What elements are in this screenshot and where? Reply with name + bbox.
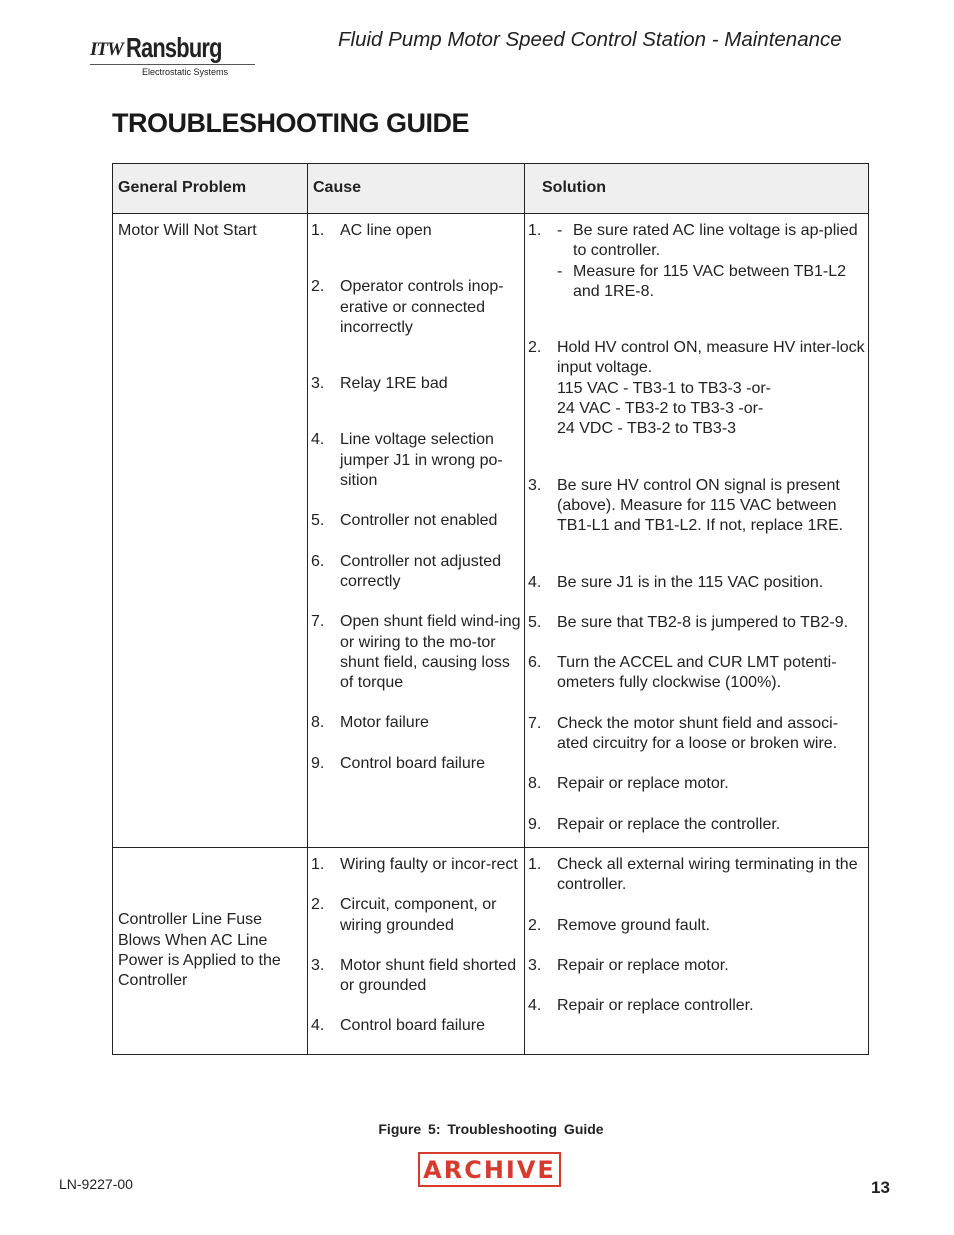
- solution-subitem-text: Be sure rated AC line voltage is ap-plied to controller.: [573, 222, 858, 260]
- solution-item: [528, 613, 865, 633]
- cause-item: [311, 1016, 521, 1036]
- problem-text: Motor Will Not Start: [118, 222, 257, 239]
- cause-text: Controller not adjusted correctly: [340, 552, 501, 590]
- solution-item: [528, 221, 865, 302]
- cause-number: 4.: [311, 1017, 325, 1035]
- solution-number: 3.: [528, 476, 542, 494]
- solution-body: [557, 476, 865, 537]
- solution-text: Be sure that TB2-8 is jumpered to TB2-9.: [557, 613, 849, 631]
- figure-caption: Figure 5: Troubleshooting Guide: [378, 1121, 604, 1137]
- solution-number: 1.: [528, 855, 542, 873]
- cause-item: [311, 612, 521, 693]
- solution-item: [528, 855, 865, 896]
- cause-text: Open shunt field wind-ing or wiring to the mo-tor shunt field, causing loss of torque: [340, 613, 521, 692]
- solution-body: [557, 573, 865, 593]
- solution-number: 5.: [528, 613, 542, 631]
- solution-subitem-text: Measure for 115 VAC between TB1-L2 and 1RE-8.: [573, 262, 847, 300]
- solution-line: 24 VAC - TB3-2 to TB3-3 -or-: [557, 400, 764, 418]
- solution-item: [528, 714, 865, 755]
- cause-item: [311, 895, 521, 936]
- solution-body: [557, 996, 865, 1016]
- cause-text: Control board failure: [340, 1017, 485, 1035]
- logo-subtitle: Electrostatic Systems: [142, 67, 229, 77]
- solution-number: 1.: [528, 222, 542, 239]
- solution-cell: [525, 847, 869, 1054]
- solution-text: Check all external wiring terminating in the controller.: [557, 855, 858, 894]
- solution-body: [557, 613, 865, 633]
- cause-text: AC line open: [340, 222, 432, 239]
- solution-item: [528, 996, 865, 1016]
- column-header-cause: Cause: [308, 164, 525, 214]
- solution-line: 115 VAC - TB3-1 to TB3-3 -or-: [557, 379, 772, 397]
- problem-cell: [113, 847, 308, 1054]
- solution-text: Turn the ACCEL and CUR LMT potenti-ometers fully clockwise (100%).: [557, 654, 837, 692]
- document-code: LN-9227-00: [59, 1176, 133, 1192]
- solution-line: 24 VDC - TB3-2 to TB3-3: [557, 420, 737, 438]
- solution-body: [557, 221, 865, 302]
- solution-item: [528, 653, 865, 694]
- cause-cell: [308, 214, 525, 848]
- solution-body: [557, 338, 865, 439]
- solution-item: [528, 338, 865, 439]
- solution-text: Repair or replace motor.: [557, 956, 729, 974]
- cause-text: Relay 1RE bad: [340, 375, 448, 393]
- solution-text: Be sure HV control ON signal is present (above). Measure for 115 VAC between TB1-L1 and TB1-L2. If not, replace 1RE.: [557, 476, 844, 535]
- cause-number: 3.: [311, 375, 325, 393]
- page-number: 13: [871, 1178, 890, 1197]
- solution-text: Be sure J1 is in the 115 VAC position.: [557, 573, 824, 591]
- solution-body: [557, 774, 865, 794]
- solution-body: [557, 815, 865, 835]
- solution-item: [528, 573, 865, 593]
- cause-item: [311, 956, 521, 997]
- solution-number: 3.: [528, 956, 542, 974]
- logo-rule: [90, 64, 255, 65]
- cause-text: Circuit, component, or wiring grounded: [340, 896, 497, 934]
- solution-text: Repair or replace controller.: [557, 997, 754, 1015]
- column-header-problem: General Problem: [113, 164, 308, 214]
- cause-number: 9.: [311, 754, 325, 772]
- bullet-dash: -: [557, 262, 563, 280]
- solution-text: Repair or replace motor.: [557, 775, 729, 793]
- cause-item: [311, 277, 521, 338]
- cause-number: 1.: [311, 855, 325, 873]
- solution-number: 6.: [528, 654, 542, 672]
- cause-text: Wiring faulty or incor-rect: [340, 855, 518, 873]
- solution-number: 4.: [528, 573, 542, 591]
- solution-item: [528, 956, 865, 976]
- cause-number: 5.: [311, 512, 325, 530]
- solution-body: [557, 653, 865, 694]
- table-body: [113, 214, 869, 1055]
- cause-number: 8.: [311, 714, 325, 732]
- solution-item: [528, 774, 865, 794]
- cause-item: [311, 374, 521, 394]
- solution-text: Hold HV control ON, measure HV inter-lock input voltage.: [557, 339, 865, 377]
- solution-text: Remove ground fault.: [557, 916, 710, 934]
- solution-number: 8.: [528, 775, 542, 793]
- solution-body: [557, 956, 865, 976]
- table-header-row: [113, 164, 869, 214]
- solution-number: 9.: [528, 815, 542, 833]
- cause-number: 2.: [311, 896, 325, 914]
- solution-item: [528, 815, 865, 835]
- cause-item: [311, 552, 521, 593]
- cause-item: [311, 221, 521, 241]
- solution-cell: [525, 214, 869, 848]
- solution-body: [557, 916, 865, 936]
- cause-number: 3.: [311, 956, 325, 974]
- cause-text: Operator controls inop-erative or connected incorrectly: [340, 278, 504, 336]
- problem-text: Controller Line Fuse Blows When AC Line Power is Applied to the Controller: [118, 911, 281, 990]
- cause-item: [311, 511, 521, 531]
- solution-text: Check the motor shunt field and associ-ated circuitry for a loose or broken wire.: [557, 714, 839, 753]
- cause-cell: [308, 847, 525, 1054]
- solution-number: 7.: [528, 714, 542, 732]
- problem-group-row: [113, 214, 869, 848]
- cause-item: [311, 754, 521, 774]
- solution-text: Repair or replace the controller.: [557, 815, 781, 833]
- problem-group-row: [113, 847, 869, 1054]
- solution-item: [528, 916, 865, 936]
- cause-item: [311, 430, 521, 491]
- ransburg-logo: [90, 28, 256, 77]
- bullet-dash: -: [557, 222, 563, 239]
- solution-body: [557, 714, 865, 755]
- cause-text: Controller not enabled: [340, 512, 498, 530]
- solution-subitem: [557, 221, 865, 262]
- cause-item: [311, 713, 521, 733]
- cause-text: Motor shunt field shorted or grounded: [340, 956, 517, 995]
- cause-number: 2.: [311, 278, 325, 296]
- cause-number: 7.: [311, 613, 325, 631]
- logo-mark: [90, 28, 256, 62]
- solution-item: [528, 476, 865, 537]
- solution-number: 4.: [528, 997, 542, 1015]
- cause-number: 4.: [311, 431, 325, 449]
- page-heading: TROUBLESHOOTING GUIDE: [112, 108, 470, 138]
- solution-number: 2.: [528, 916, 542, 934]
- cause-item: [311, 855, 521, 875]
- archive-stamp: [418, 1152, 561, 1187]
- column-header-solution: Solution: [525, 164, 869, 214]
- cause-number: 1.: [311, 222, 325, 239]
- logo-brand: Ransburg: [125, 32, 222, 63]
- solution-subitem: [557, 262, 865, 303]
- archive-stamp-text: ARCHIVE: [423, 1155, 556, 1184]
- cause-text: Line voltage selection jumper J1 in wrong po-sition: [340, 431, 503, 490]
- cause-text: Control board failure: [340, 754, 485, 772]
- running-header-title: Fluid Pump Motor Speed Control Station - Maintenance: [338, 28, 842, 51]
- logo-itw: ITW: [90, 39, 123, 60]
- cause-number: 6.: [311, 552, 325, 570]
- cause-text: Motor failure: [340, 714, 429, 732]
- problem-cell: [113, 214, 308, 848]
- troubleshooting-table: [112, 163, 869, 1055]
- solution-body: [557, 855, 865, 896]
- solution-number: 2.: [528, 339, 542, 357]
